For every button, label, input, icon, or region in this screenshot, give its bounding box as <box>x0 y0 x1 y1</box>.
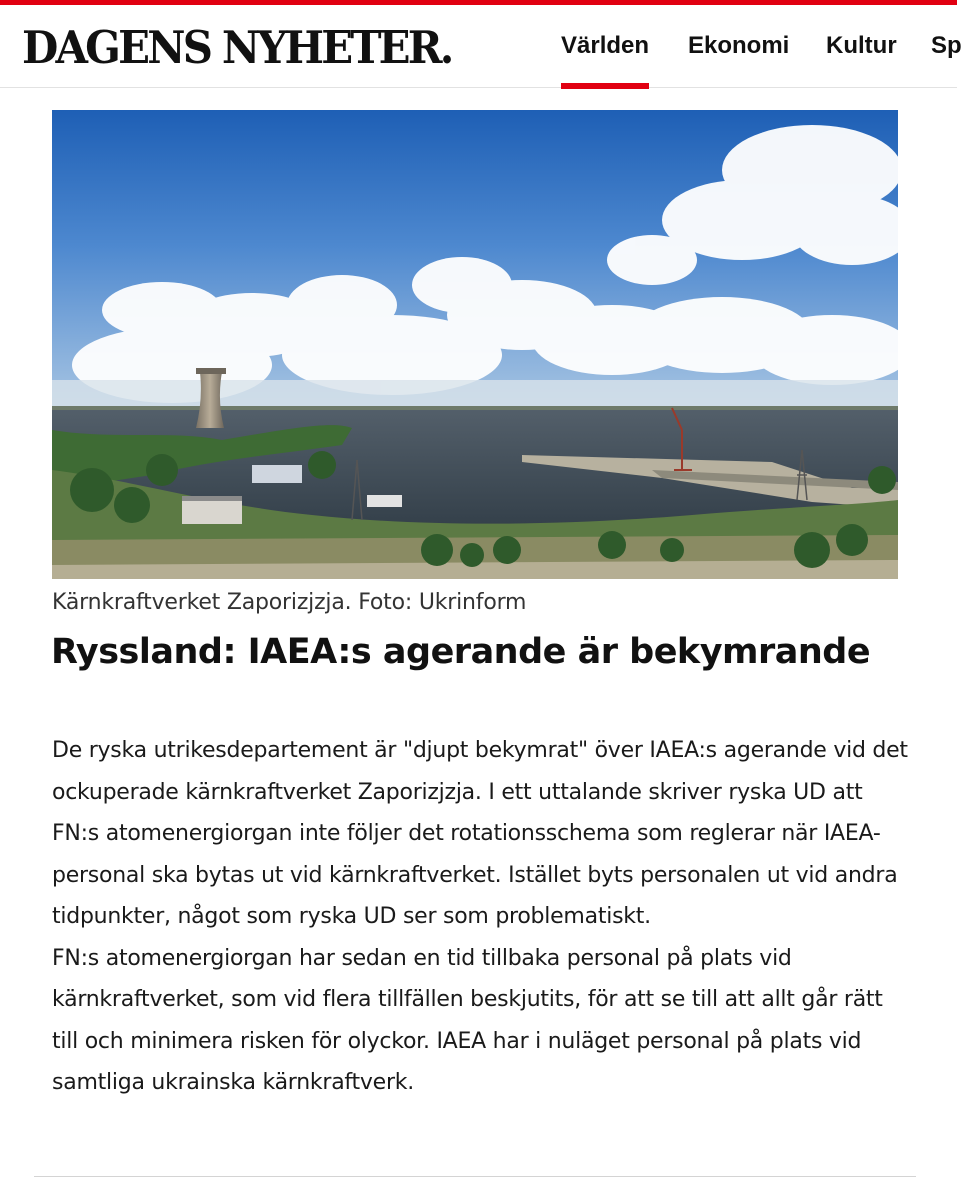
nav-item-sport[interactable]: Sp <box>931 32 962 59</box>
site-header <box>0 5 962 88</box>
article-body <box>52 730 912 1104</box>
article-paragraph: De ryska utrikesdepartement är "djupt bekymrat" över IAEA:s agerande vid det ockuperade kärnkraftverket Zaporizjzja. I ett uttalande skriver ryska UD att FN:s atomenergiorgan inte följer det rotationsschema som reglerar när IAEA-personal ska bytas ut vid kärnkraftverket. Istället byts personalen ut vid andra tidpunkter, något som ryska UD ser som problematiskt. <box>52 738 908 929</box>
hero-image[interactable] <box>52 110 898 579</box>
nav-item-varlden[interactable]: Världen <box>561 32 650 59</box>
nav-item-kultur[interactable]: Kultur <box>826 32 897 59</box>
article-paragraph: FN:s atomenergiorgan har sedan en tid tillbaka personal på plats vid kärnkraftverket, som vid flera tillfällen beskjutits, för att se till att allt går rätt till och minimera risken för olyckor. IAEA har i nuläget personal på plats vid samtliga ukrainska kärnkraftverk. <box>52 945 883 1095</box>
site-logo[interactable]: DAGENS NYHETER. <box>22 21 452 74</box>
section-divider <box>34 1176 916 1177</box>
nav-item-ekonomi[interactable]: Ekonomi <box>688 32 790 59</box>
image-caption: Kärnkraftverket Zaporizjzja. Foto: Ukrinform <box>52 590 527 615</box>
article-headline: Ryssland: IAEA:s agerande är bekymrande <box>51 632 871 672</box>
